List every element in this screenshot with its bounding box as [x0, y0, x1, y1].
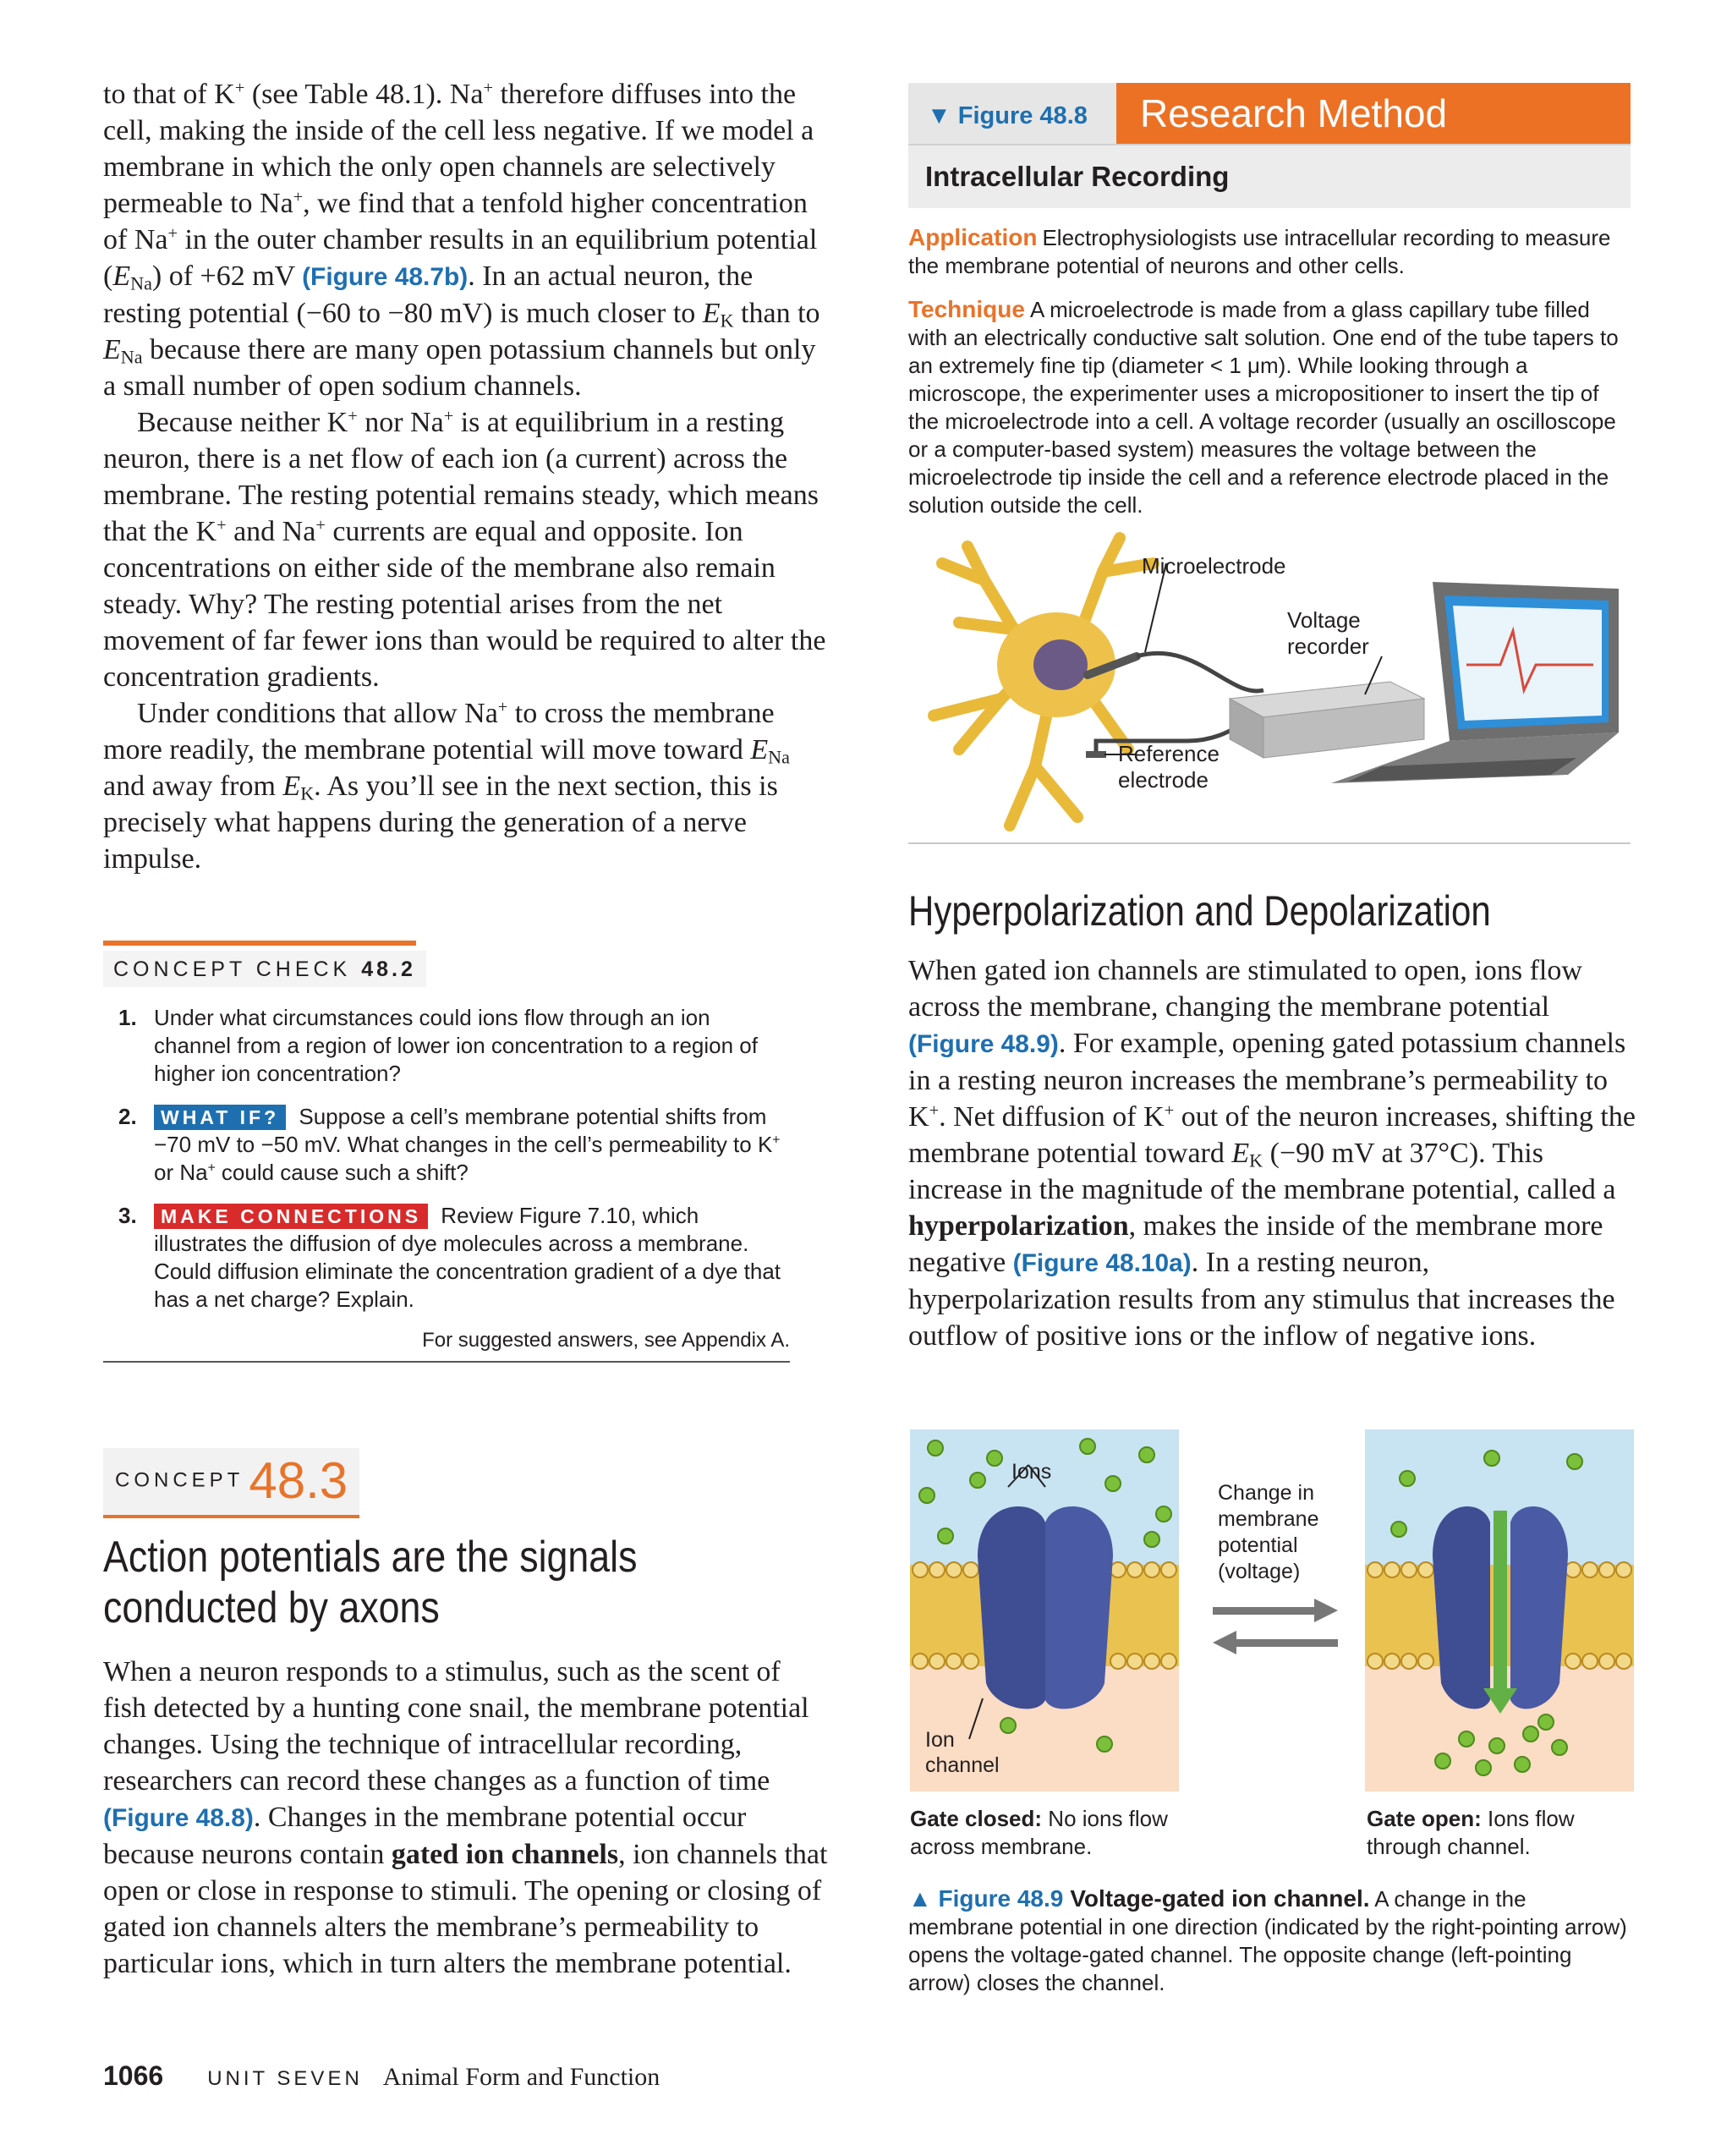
- figure-link-48-9[interactable]: (Figure 48.9): [908, 1030, 1059, 1058]
- hyperpolarization-paragraph: When gated ion channels are stimulated to open, ions flow across the membrane, changing the membrane potential (Figure 48.9). For example, opening gated potassium channels in a resting neuron increases the membrane’s permeability to K+. Net diffusion of K+ out of the neuron increases, shifting the membrane potential toward $E_K$ (−90 mV at 37°C). This increase in the magnitude of the membrane potential, called a hyperpolarization, makes the inside of the membrane more negative (Figure 48.10a). In a resting neuron, hyperpolarization results from any stimulus that increases the outflow of positive ions or the inflow of negative ions.: [908, 955, 1636, 1352]
- right-arrow-icon: [1213, 1599, 1338, 1622]
- electrode-wire: [1137, 653, 1263, 691]
- body-paragraph-3: Under conditions that allow Na+ to cross the membrane more readily, the membrane potential will move toward $E_{Na}$ and away from $E_K$. As you’ll see in the next section, this is precisely what happens during the generation of a nerve impulse.: [103, 697, 790, 875]
- ion-flow-arrow-shaft: [1494, 1511, 1507, 1688]
- figure-link-48-10a[interactable]: (Figure 48.10a): [1012, 1249, 1192, 1277]
- concept-check-box: [103, 941, 790, 1363]
- concept-check-question-3: 3. MAKE CONNECTIONS Review Figure 7.10, which illustrates the diffusion of dye molecules across a membrane. Could diffusion eliminate the concentration gradient of a dye that has a net charge? Explain.: [118, 1203, 781, 1312]
- concept-title: Action potentials are the signals conducted by axons: [103, 1533, 638, 1632]
- unit-title: Animal Form and Function: [382, 2063, 660, 2091]
- neuron-nucleus: [1033, 639, 1088, 690]
- figure-48-8-subtitle: Intracellular Recording: [908, 144, 1631, 208]
- concept-check-accent-bar: [103, 941, 416, 946]
- technique-paragraph: Technique A microelectrode is made from a glass capillary tube filled with an electrically conductive salt solution. One end of the tube tapers to an extremely fine tip (diameter < 1 μm). While looking through a microscope, the experimenter uses a micropositioner to insert the tip of the microelectrode into a cell. A voltage recorder (usually an oscilloscope or a computer-based system) measures the voltage between the microelectrode tip inside the cell and a reference electrode placed in the solution outside the cell.: [908, 296, 1619, 518]
- reference-electrode: [1086, 751, 1106, 758]
- concept-48-3-section: [103, 1448, 830, 1982]
- channel-protein-left: [978, 1506, 1045, 1709]
- concept-check-heading: CONCEPT CHECK 48.2: [103, 951, 426, 987]
- gate-closed-caption: Gate closed: No ions flow across membrane.: [910, 1806, 1168, 1859]
- label-ions: Ions: [1011, 1460, 1052, 1484]
- gate-open-panel: [1365, 1429, 1634, 1791]
- laptop-computer: [1331, 582, 1619, 783]
- voltage-recorder: [1230, 682, 1424, 758]
- label-reference-electrode: Reference electrode: [1118, 741, 1220, 793]
- figure-48-9: [908, 1429, 1636, 1996]
- concept-check-question-2: 2. WHAT IF? Suppose a cell’s membrane potential shifts from −70 mV to −50 mV. What changes in the cell’s permeability to K+ or Na+ could cause such a shift?: [118, 1104, 781, 1185]
- page-number: 1066: [103, 2060, 164, 2091]
- concept-number-tag: CONCEPT 48.3: [103, 1448, 359, 1518]
- hyperpolarization-section: [908, 886, 1636, 1354]
- figure-48-8-header: [908, 83, 1631, 144]
- intracellular-recording-illustration: [908, 529, 1631, 844]
- concept-check-footer: For suggested answers, see Appendix A.: [103, 1329, 790, 1363]
- figure-48-9-caption: ▲ Figure 48.9 Voltage-gated ion channel. A change in the membrane potential in one direction (indicated by the right-pointing arrow) opens the voltage-gated channel. The opposite change (left-pointing arrow) closes the channel.: [908, 1885, 1627, 1995]
- gating-arrows: [1208, 1595, 1343, 1663]
- body-paragraph-2: Because neither K+ nor Na+ is at equilibrium in a resting neuron, there is a net flow of each ion (a current) across the membrane. The resting potential remains steady, which means that the K+ and Na+ currents are equal and opposite. Ion concentrations on either side of the membrane also remain steady. Why? The resting potential arises from the net movement of far fewer ions than would be required to alter the concentration gradients.: [103, 406, 826, 693]
- body-paragraph-1: to that of K+ (see Table 48.1). Na+ therefore diffuses into the cell, making the inside of the cell less negative. If we model a membrane in which the only open channels are selectively permeable to Na+, we find that a tenfold higher concentration of Na+ in the outer chamber results in an equilibrium potential $(E_{Na})$ of +62 mV (Figure 48.7b). In an actual neuron, the resting potential (−60 to −80 mV) is much closer to $E_K$ than to $E_{Na}$ because there are many open potassium channels but only a small number of open sodium channels.: [103, 78, 820, 402]
- left-column: [103, 76, 830, 877]
- unit-label: UNIT SEVEN: [207, 2067, 363, 2090]
- figure-48-9-label: ▲ Figure 48.9: [908, 1885, 1064, 1912]
- what-if-tag: WHAT IF?: [154, 1105, 286, 1130]
- label-change-in-membrane-potential: Change in membrane potential (voltage): [1218, 1481, 1319, 1583]
- figure-48-8-label: ▼ Figure 48.8: [908, 83, 1116, 144]
- research-method-title: Research Method: [1116, 83, 1631, 144]
- label-voltage-recorder: Voltage recorder: [1287, 607, 1369, 659]
- figure-link-48-8[interactable]: (Figure 48.8): [103, 1804, 254, 1832]
- concept-body-paragraph: When a neuron responds to a stimulus, such as the scent of fish detected by a hunting cone snail, the membrane potential changes. Using the technique of intracellular recording, researchers can record these changes as a function of time (Figure 48.8). Changes in the membrane potential occur because neurons contain gated ion channels, ion channels that open or close in response to stimuli. The opening or closing of gated ion channels alters the membrane’s permeability to particular ions, which in turn alters the membrane potential.: [103, 1656, 828, 1979]
- label-ion-channel: Ion channel: [925, 1728, 1000, 1777]
- page-footer: [103, 2060, 660, 2092]
- left-arrow-icon: [1213, 1631, 1338, 1654]
- gate-open-caption: Gate open: Ions flow through channel.: [1367, 1806, 1575, 1859]
- section-heading: Hyperpolarization and Depolarization: [908, 887, 1491, 935]
- figure-48-8: [908, 83, 1631, 844]
- label-microelectrode: Microelectrode: [1142, 553, 1286, 579]
- concept-check-question-1: 1. Under what circumstances could ions flow through an ion channel from a region of lower ion concentration to a region of higher ion concentration?: [118, 1005, 758, 1086]
- make-connections-tag: MAKE CONNECTIONS: [154, 1204, 428, 1229]
- channel-protein-right: [1045, 1506, 1113, 1709]
- concept-check-questions: [103, 1004, 790, 1314]
- open-channel-drawing: [1365, 1429, 1634, 1791]
- application-paragraph: Application Electrophysiologists use intracellular recording to measure the membrane potential of neurons and other cells.: [908, 224, 1611, 278]
- figure-link-48-7b[interactable]: (Figure 48.7b): [302, 263, 469, 291]
